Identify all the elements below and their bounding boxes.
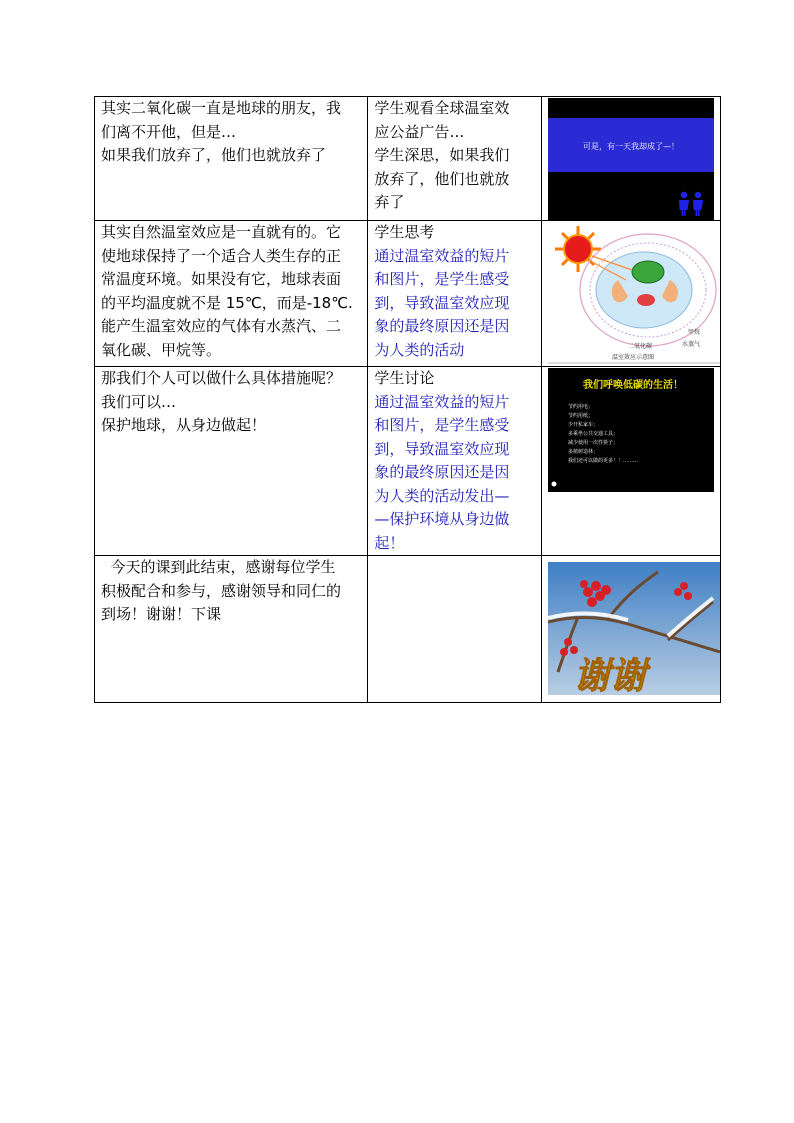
- student-line: 和图片，是学生感受: [374, 416, 510, 434]
- diagram-label: 二氧化碳: [627, 343, 652, 350]
- slide-cell: [541, 221, 720, 367]
- student-line: 和图片，是学生感受: [374, 270, 510, 288]
- student-line: 到，导致温室效应现: [374, 439, 510, 458]
- slide-list-item: 我们还可以做的更多！！………: [567, 458, 638, 464]
- teacher-line: 的平均温度就不是 15℃，而是-18℃.: [101, 293, 353, 312]
- teacher-line: 其实二氧化碳一直是地球的朋友，我: [101, 99, 342, 117]
- teacher-cell: [95, 556, 368, 703]
- student-line: 学生讨论: [374, 369, 435, 387]
- table-row: [95, 97, 721, 221]
- diagram-label: 甲烷: [687, 329, 700, 336]
- slide-list-item: 少开私家车；: [567, 422, 598, 428]
- teacher-line: 到场！谢谢！下课: [101, 605, 222, 623]
- student-line: 到，导致温室效应现: [374, 293, 510, 312]
- student-line: 为人类的活动: [374, 340, 465, 359]
- student-line: 放弃了，他们也就放: [374, 169, 510, 188]
- table-row: [95, 556, 721, 703]
- slide-cell: [541, 367, 720, 556]
- slide-thumbnail-banner: [548, 98, 714, 220]
- student-line: 弃了: [374, 193, 405, 211]
- teacher-line: 保护地球，从身边做起！: [101, 416, 267, 434]
- slide-thumbnail-list: [548, 368, 714, 492]
- slide-list-item: 多植树造林；: [567, 449, 598, 455]
- student-line: 学生深思，如果我们: [374, 146, 510, 164]
- teacher-line: 我们可以…: [101, 392, 177, 411]
- teacher-line: 那我们个人可以做什么具体措施呢？: [101, 369, 342, 387]
- slide-list-item: 节约用电；: [567, 404, 593, 410]
- student-line: 学生思考: [374, 223, 435, 241]
- student-line: 为人类的活动发出—: [374, 486, 510, 505]
- student-line: 起！: [374, 533, 405, 552]
- teacher-cell: [95, 367, 368, 556]
- slide-list-item: 减少使用一次性筷子；: [567, 440, 618, 446]
- teacher-line: 积极配合和参与，感谢领导和同仁的: [101, 581, 342, 600]
- slide-thumbnail-photo: [548, 562, 720, 695]
- slide-list-item: 节约用纸；: [567, 413, 593, 419]
- teacher-line: 们离不开他，但是…: [101, 122, 237, 141]
- table-row: [95, 367, 721, 556]
- teacher-line: 其实自然温室效应是一直就有的。它: [101, 223, 342, 241]
- slide-list-title: 我们呼唤低碳的生活！: [582, 380, 683, 391]
- student-line: 通过温室效益的短片: [374, 392, 510, 411]
- slide-thumbnail-diagram: [548, 222, 720, 364]
- photo-caption: 谢谢: [573, 655, 646, 695]
- slide-cell: [541, 97, 720, 221]
- diagram-caption: 温室效应示意图: [611, 354, 654, 361]
- teacher-line: 能产生温室效应的气体有水蒸汽、二: [101, 317, 342, 335]
- student-line: —保护环境从身边做: [374, 510, 510, 528]
- student-line: 通过温室效益的短片: [374, 246, 510, 265]
- teacher-line: 氧化碳、甲烷等。: [101, 340, 222, 359]
- teacher-line: 使地球保持了一个适合人类生存的正: [101, 246, 342, 265]
- student-line: 学生观看全球温室效: [374, 99, 510, 117]
- teacher-line: 常温度环境。如果没有它，地球表面: [101, 270, 342, 288]
- diagram-label: 水蒸气: [681, 341, 700, 348]
- teacher-line: 如果我们放弃了，他们也就放弃了: [101, 146, 327, 164]
- student-line: 应公益广告…: [374, 122, 465, 141]
- teacher-cell: [95, 97, 368, 221]
- lesson-table: [94, 96, 721, 703]
- student-line: 象的最终原因还是因: [374, 463, 510, 481]
- teacher-cell: [95, 221, 368, 367]
- student-cell: [368, 556, 541, 703]
- slide-caption: 可是，有一天我却成了—！: [582, 142, 679, 151]
- student-line: 象的最终原因还是因: [374, 317, 510, 335]
- slide-list-item: 多乘坐公共交通工具；: [567, 431, 618, 437]
- student-cell: [368, 221, 541, 367]
- teacher-line: 今天的课到此结束，感谢每位学生: [101, 558, 336, 576]
- decor-icon: [551, 482, 556, 487]
- student-cell: [368, 97, 541, 221]
- table-row: [95, 221, 721, 367]
- student-cell: [368, 367, 541, 556]
- slide-cell: [541, 556, 720, 703]
